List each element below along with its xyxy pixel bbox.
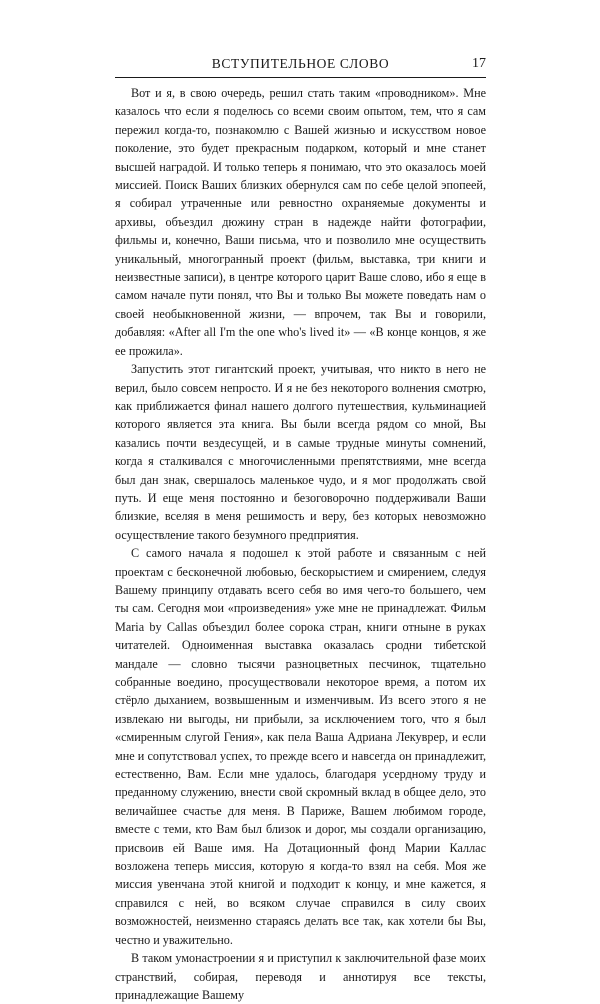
running-head [115, 56, 486, 78]
paragraph: С самого начала я подошел к этой работе и связанным с ней проектам с бесконечной любовью, бескорыстием и смирением, следуя Вашему принципу отдавать всего себя во имя чего-то большего, чем ты сам. Сегодня мои «произведения» уже мне не принадлежат. Фильм Maria by Callas объездил более сорока стран, книги отныне в руках читателей. Одноименная выставка оказалась сродни тибетской мандале — словно тысячи разноцветных песчинок, тщательно собранные воедино, просуществовали некоторое время, а потом их стёрло дыханием, возвышенным и изменчивым. Из всего этого я не извлекаю ни выгоды, ни прибыли, за исключением того, что я был «смиренным слугой Гения», как пела Ваша Адриана Лекуврер, и если мне и сопутствовал успех, то прежде всего и навсегда он принадлежит, естественно, Вам. Если мне удалось, благодаря усердному труду и преданному служению, внести свой скромный вклад в общее дело, это величайшее счастье для меня. В Париже, Вашем любимом городе, вместе с теми, кто Вам был близок и дорог, мы создали организацию, присвоив ей Ваше имя. На Дотационный фонд Марии Каллас возложена теперь миссия, которую я когда-то взял на себя. Моя же миссия увенчана этой книгой и подходит к концу, и мне кажется, я справился с ней, во всяком случае справился в силу своих возможностей, неизменно стараясь делать все так, как хотели бы Вы, честно и уважительно. [115, 546, 486, 947]
header-rule [115, 77, 486, 78]
paragraph: В таком умонастроении я и приступил к заключительной фазе моих странствий, собирая, переводя и аннотируя все тексты, принадлежащие Вашему [115, 951, 486, 1002]
running-title: ВСТУПИТЕЛЬНОЕ СЛОВО [211, 56, 390, 71]
paragraph: Вот и я, в свою очередь, решил стать таким «проводником». Мне казалось что если я поделюсь со всеми своим опытом, тем, что я сам пережил когда-то, познакомлю с Вашей жизнью и искусством новое поколение, это будет прекрасным подарком, который и мне станет высшей наградой. И только теперь я понимаю, что это оказалось моей миссией. Поиск Ваших близких обернулся сам по себе целой эпопеей, я собирал утраченные или ревностно охраняемые документы и архивы, объездил дюжину стран в надежде найти фотографии, фильмы и, конечно, Ваши письма, что и позволило мне осуществить уникальный, многогранный проект (фильм, выставка, три книги и неизвестные записи), в центре которого царит Ваше слово, ибо я еще в самом начале пути понял, что Вы и только Вы можете поведать нам о своей необыкновенной жизни, — впрочем, так Вы и говорили, добавляя: «After all I'm the one who's lived it» — «В конце концов, я же ее прожила». [115, 86, 486, 358]
body-text [115, 84, 486, 1004]
paragraph: Запустить этот гигантский проект, учитывая, что никто в него не верил, было совсем непросто. И я не без некоторого волнения смотрю, как приближается финал нашего долгого путешествия, кульминацией которого является эта книга. Вы были всегда рядом со мной, Вы казались почти вездесущей, и в самые трудные минуты сомнений, когда я сталкивался с многочисленными препятствиями, мне всегда был дан знак, свершалось маленькое чудо, и я мог продолжать свой путь. И еще меня постоянно и безоговорочно поддерживали Ваши близкие, вселяя в меня решимость и веру, без которых невозможно осуществление такого безумного предприятия. [115, 362, 486, 542]
page-number: 17 [472, 56, 486, 71]
